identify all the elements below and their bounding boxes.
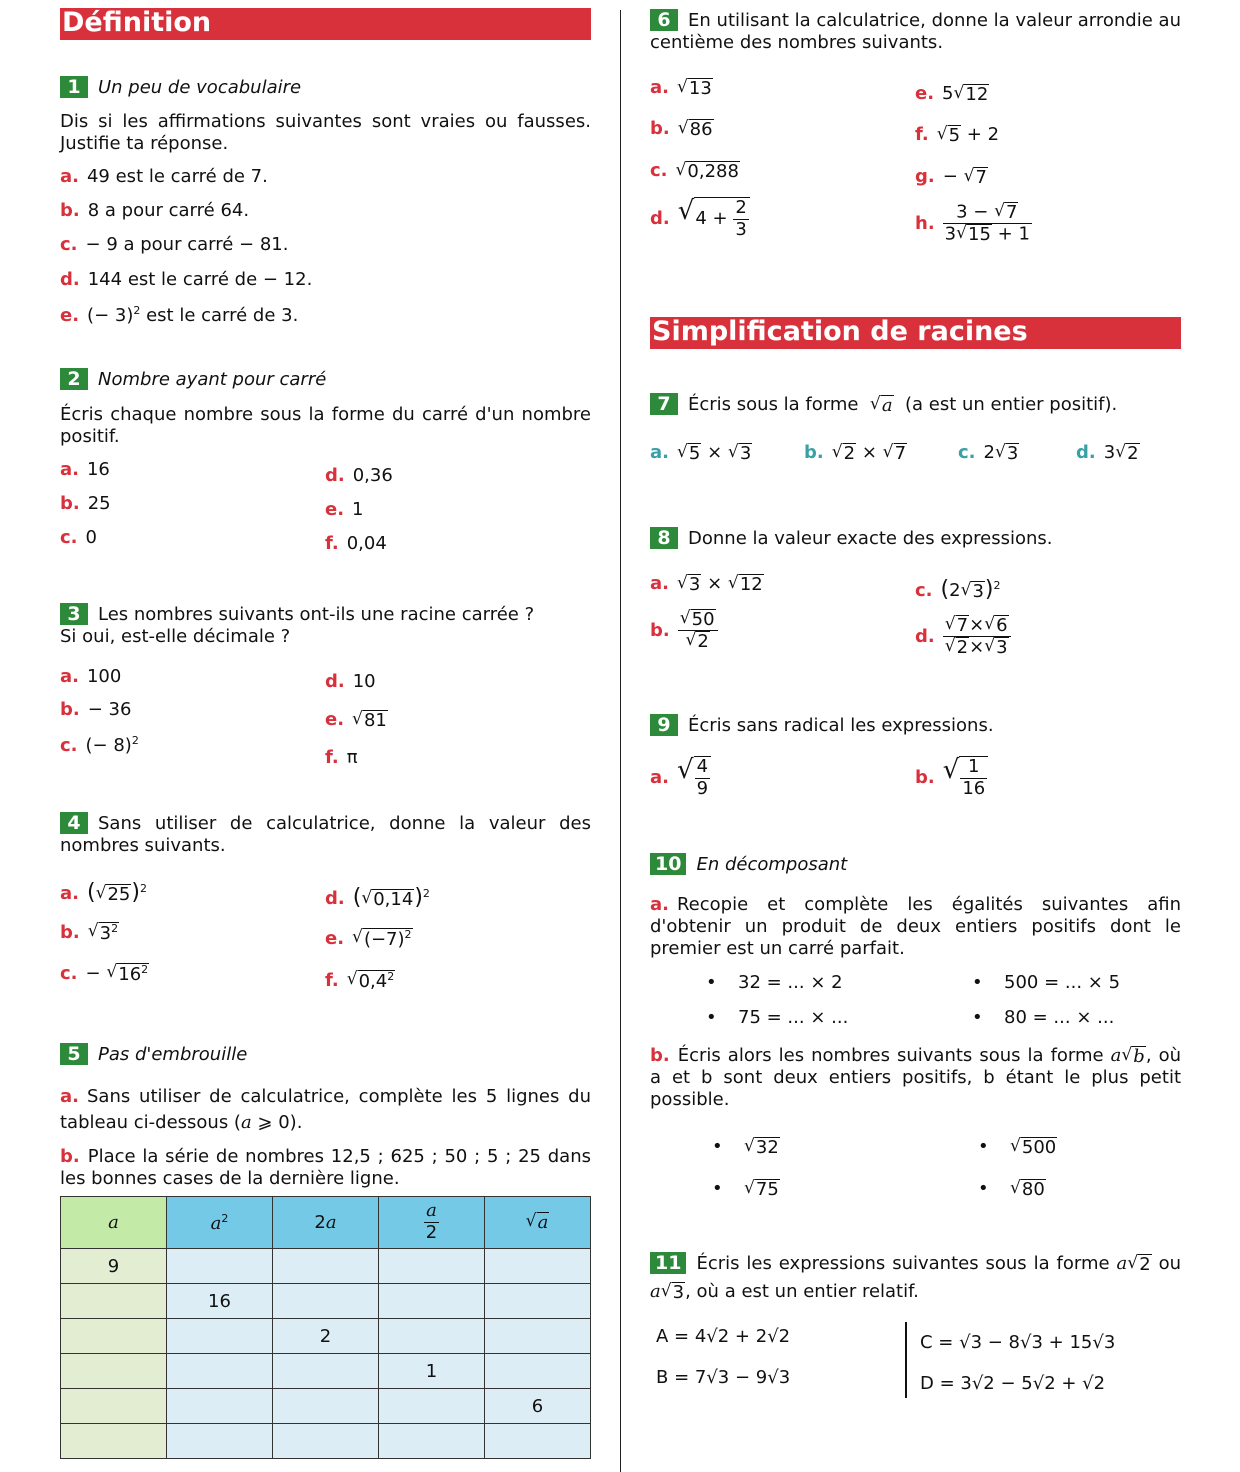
table-row: 16 xyxy=(61,1284,591,1319)
exercise-title: Pas d'embrouille xyxy=(98,1044,248,1065)
exercise-title: En décomposant xyxy=(696,854,848,875)
item-e: e. √ $(-7)^2$ xyxy=(325,927,412,951)
exercise-9 xyxy=(650,714,1181,799)
exercise-number: 1 xyxy=(60,76,88,98)
item-c: c. (− 8)$^2$ xyxy=(60,734,139,756)
exercise-number: 3 xyxy=(60,603,88,625)
item-d: d. ( √ 0,14 )$^2$ xyxy=(325,885,430,910)
exercise-intro: Dis si les affirmations suivantes sont vraies ou fausses. Justifie ta réponse. xyxy=(60,111,591,154)
expression-A: A = 4√2 + 2√2 xyxy=(656,1326,791,1347)
equation-1: • 32 = ... × 2 xyxy=(738,972,843,993)
header-sqrt-a: √ a xyxy=(485,1197,591,1249)
expression-D: D = 3√2 − 5√2 + √2 xyxy=(920,1373,1106,1394)
item-a: a. ( √ 25 )$^2$ xyxy=(60,880,147,905)
table-row: 9 xyxy=(61,1249,591,1284)
header-2a: 2a xyxy=(273,1197,379,1249)
part-b: b. Écris alors les nombres suivants sous la forme a √ b , où a et b sont deux entiers positifs, b étant le plus petit possible. xyxy=(650,1044,1181,1110)
equation-2: • 500 = ... × 5 xyxy=(1004,972,1120,993)
item-g: g. − √ 7 xyxy=(915,165,987,188)
exercise-intro: Sans utiliser de calculatrice, donne la valeur des nombres suivants. xyxy=(60,813,591,856)
exercise-intro: En utilisant la calculatrice, donne la valeur arrondie au centième des nombres suivants. xyxy=(650,10,1181,53)
values-table xyxy=(60,1196,591,1459)
exercise-number: 2 xyxy=(60,368,88,390)
exercise-8 xyxy=(650,527,1181,659)
exercise-11: 11 Écris les expressions suivantes sous la forme a √ 2 ou a √ 3 , où a est un entier relatif. A = 4√2 + 2√2 B = 7√3 − 9√3 C = √3 − 8√3 + 15√3 D = 3√2 − 5√2 + √2 xyxy=(650,1250,1181,1306)
item-b: b. √ 2 × √ 7 xyxy=(804,441,907,464)
item-f: f. 0,04 xyxy=(325,533,387,554)
root-4: • √ 80 xyxy=(1010,1178,1046,1199)
item-b: b. √ $3^2$ xyxy=(60,921,119,945)
item-c: c. (2 √ 3 )$^2$ xyxy=(915,577,1001,602)
exercise-number: 9 xyxy=(650,714,678,736)
exercise-number: 5 xyxy=(60,1043,88,1065)
item-c: c. √ 0,288 xyxy=(650,159,739,182)
exercise-7: 7 Écris sous la forme √ a (a est un entier positif). a. √ 5 × √ 3 b. √ 2 × √ 7 c. 2 √ 3 d. 3 √ 2 xyxy=(650,393,1139,464)
item-a: a. 49 est le carré de 7. xyxy=(60,166,268,187)
item-e: e. (− 3)$^2$ est le carré de 3. xyxy=(60,304,299,326)
item-e: e. 5 √ 12 xyxy=(915,82,989,105)
item-a: a. √ 13 xyxy=(650,76,712,99)
part-a: a. Recopie et complète les égalités suivantes afin d'obtenir un produit de deux entiers positifs dont le premier est un carré parfait. xyxy=(650,894,1181,959)
item-c: c. − 9 a pour carré − 81. xyxy=(60,234,289,255)
item-e: e. 1 xyxy=(325,499,364,520)
part-b: b. Place la série de nombres 12,5 ; 625 ; 50 ; 5 ; 25 dans les bonnes cases de la dernière ligne. xyxy=(60,1146,591,1189)
item-b: b. √ 86 xyxy=(650,117,713,140)
item-f: f. √ 5 + 2 xyxy=(915,123,1000,146)
item-d: d. 144 est le carré de − 12. xyxy=(60,269,313,290)
exercise-intro: Écris chaque nombre sous la forme du carré d'un nombre positif. xyxy=(60,404,591,447)
exercise-6 xyxy=(650,9,1181,246)
header-a-half: $\frac{a}{2}$ xyxy=(379,1197,485,1249)
item-a: a. √ 5 × √ 3 xyxy=(650,441,752,464)
table-row: 2 xyxy=(61,1319,591,1354)
item-d: d. √ 7 × √ 6 √ 2 × √ 3 xyxy=(915,615,1011,658)
item-f: f. π xyxy=(325,747,358,768)
item-c: c. − √ $16^2$ xyxy=(60,962,149,986)
exercise-number: 7 xyxy=(650,393,678,415)
exercise-title-line2: Si oui, est-elle décimale ? xyxy=(60,626,291,647)
expression-separator xyxy=(905,1322,907,1398)
exercise-2 xyxy=(60,368,591,554)
item-b: b. √ 50 √ 2 xyxy=(650,609,718,652)
exercise-1 xyxy=(60,76,591,326)
item-d: d. 3 √ 2 xyxy=(1076,441,1139,464)
section-title-simplification: Simplification de racines xyxy=(650,317,1181,349)
exercise-number: 8 xyxy=(650,527,678,549)
item-b: b. 8 a pour carré 64. xyxy=(60,200,250,221)
part-a: a. Sans utiliser de calculatrice, complète les 5 lignes du tableau ci-dessous (a ⩾ 0). xyxy=(60,1086,591,1133)
item-d: d. 10 xyxy=(325,671,376,692)
exercise-title: Nombre ayant pour carré xyxy=(98,369,327,390)
column-divider xyxy=(620,10,621,1472)
expression-C: C = √3 − 8√3 + 15√3 xyxy=(920,1332,1116,1353)
item-c: c. 0 xyxy=(60,527,97,548)
item-a: a. √ 3 × √ 12 xyxy=(650,572,763,595)
exercise-intro: Donne la valeur exacte des expressions. xyxy=(688,528,1053,549)
root-2: • √ 500 xyxy=(1010,1136,1057,1157)
exercise-number: 4 xyxy=(60,812,88,834)
item-d: d. √ 4 + $\frac{2}{3}$ xyxy=(650,197,750,240)
expression-B: B = 7√3 − 9√3 xyxy=(656,1367,791,1388)
item-b: b. − 36 xyxy=(60,699,132,720)
item-d: d. 0,36 xyxy=(325,465,393,486)
section-title-definition: Définition xyxy=(60,8,591,40)
item-e: e. √ 81 xyxy=(325,708,387,731)
exercise-number: 11 xyxy=(650,1252,686,1274)
exercise-title: Un peu de vocabulaire xyxy=(98,77,302,98)
exercise-intro: Écris sans radical les expressions. xyxy=(688,715,994,736)
equation-3: • 75 = ... × ... xyxy=(738,1007,848,1028)
table-row: 1 xyxy=(61,1354,591,1389)
exercise-number: 6 xyxy=(650,9,678,31)
item-c: c. 2 √ 3 xyxy=(958,441,1019,464)
exercise-10 xyxy=(650,853,1181,1200)
table-header-row xyxy=(61,1197,591,1249)
item-b: b. √ $\frac{1}{16}$ xyxy=(915,756,988,799)
exercise-number: 10 xyxy=(650,853,686,875)
item-a: a. √ $\frac{4}{9}$ xyxy=(650,756,711,799)
item-a: a. 100 xyxy=(60,666,122,687)
header-a: a xyxy=(61,1197,167,1249)
item-a: a. 16 xyxy=(60,459,110,480)
exercise-4 xyxy=(60,812,591,993)
exercise-5 xyxy=(60,1043,591,1190)
exercise-3 xyxy=(60,603,591,768)
item-f: f. √ $0,4^2$ xyxy=(325,969,395,993)
root-3: • √ 75 xyxy=(744,1178,780,1199)
table-row xyxy=(61,1424,591,1459)
item-b: b. 25 xyxy=(60,493,111,514)
root-1: • √ 32 xyxy=(744,1136,780,1157)
equation-4: • 80 = ... × ... xyxy=(1004,1007,1114,1028)
exercise-title: Les nombres suivants ont-ils une racine carrée ? xyxy=(98,604,535,625)
header-a-squared: $a^2$ xyxy=(167,1197,273,1249)
table-row: 6 xyxy=(61,1389,591,1424)
item-h: h. 3 − √ 7 3 √ 15 + 1 xyxy=(915,201,1030,246)
